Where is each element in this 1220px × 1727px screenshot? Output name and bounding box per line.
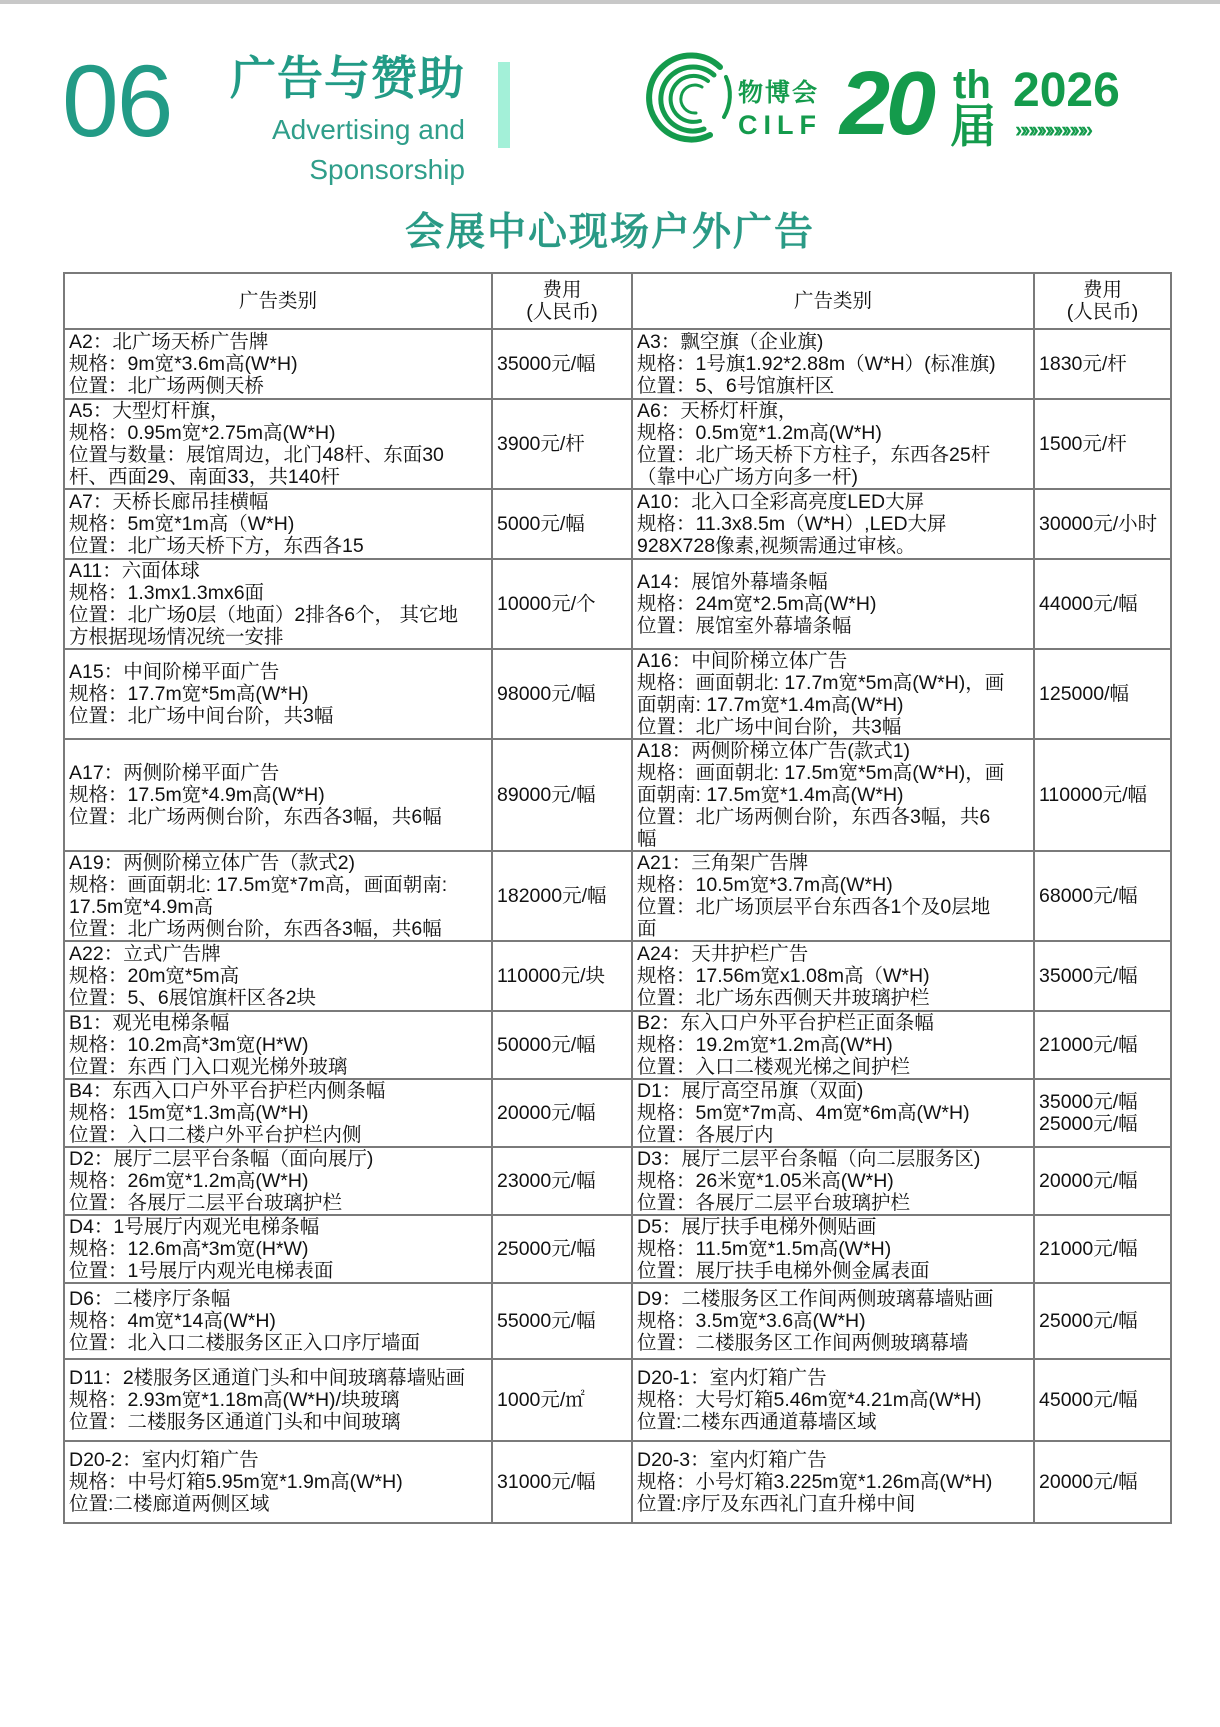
ad-item-detail: 位置:二楼东西通道幕墙区域 xyxy=(637,1411,877,1433)
ad-price-right: 20000元/幅 xyxy=(1034,1147,1171,1215)
ad-item-title: B4：东西入口户外平台护栏内侧条幅 xyxy=(69,1080,386,1102)
ad-item-detail: 规格：12.6m高*3m宽(H*W) xyxy=(69,1238,309,1260)
ad-item-title: A10：北入口全彩高亮度LED大屏 xyxy=(637,491,925,513)
ad-item-detail: 规格：17.5m宽*4.9m高(W*H) xyxy=(69,784,325,806)
ad-description-right xyxy=(632,1147,1034,1215)
ad-item-detail: 位置：1号展厅内观光电梯表面 xyxy=(69,1260,334,1282)
ad-price-left: 182000元/幅 xyxy=(492,851,632,941)
ad-description-left xyxy=(64,559,492,649)
ad-price-right: 44000元/幅 xyxy=(1034,559,1171,649)
section-number: 06 xyxy=(62,44,172,158)
ad-description-left xyxy=(64,329,492,399)
ad-price-left: 20000元/幅 xyxy=(492,1079,632,1147)
ad-description-left xyxy=(64,1079,492,1147)
ad-item-detail: 规格：9m宽*3.6m高(W*H) xyxy=(69,353,298,375)
ad-item-title: A17：两侧阶梯平面广告 xyxy=(69,762,280,784)
table-row xyxy=(64,1359,1171,1441)
ad-item-title: A19：两侧阶梯立体广告（款式2) xyxy=(69,852,356,874)
ad-item-detail: 规格：5m宽*7m高、4m宽*6m高(W*H) xyxy=(637,1102,970,1124)
ad-description-left xyxy=(64,941,492,1011)
ad-item-detail: 位置：各展厅二层平台玻璃护栏 xyxy=(637,1192,911,1214)
ad-item-title: A16：中间阶梯立体广告 xyxy=(637,650,848,672)
ad-item-detail: 杆、西面29、南面33，共140杆 xyxy=(69,466,340,488)
ad-price-right: 20000元/幅 xyxy=(1034,1441,1171,1523)
ad-price-left: 50000元/幅 xyxy=(492,1011,632,1079)
section-title-cn: 广告与赞助 xyxy=(230,52,465,104)
ad-price-left: 10000元/个 xyxy=(492,559,632,649)
ad-item-detail: 规格：11.5m宽*1.5m高(W*H) xyxy=(637,1238,892,1260)
ad-item-title: A5：大型灯杆旗， xyxy=(69,400,230,422)
ad-description-right xyxy=(632,1359,1034,1441)
ad-item-detail: 位置：北广场中间台阶，共3幅 xyxy=(69,705,334,727)
ad-item-detail: 位置：入口二楼观光梯之间护栏 xyxy=(637,1056,911,1078)
ad-price-left: 55000元/幅 xyxy=(492,1283,632,1359)
ad-item-detail: 规格：1号旗1.92*2.88m（W*H）(标准旗) xyxy=(637,353,996,375)
ad-item-detail: 规格：19.2m宽*1.2m高(W*H) xyxy=(637,1034,893,1056)
ad-item-detail: 规格：2.93m宽*1.18m高(W*H)/块玻璃 xyxy=(69,1389,400,1411)
ad-item-title: A21：三角架广告牌 xyxy=(637,852,809,874)
ad-item-detail: 面朝南: 17.5m宽*1.4m高(W*H) xyxy=(637,784,904,806)
ad-item-title: A11：六面体球 xyxy=(69,560,200,582)
header-category-left: 广告类别 xyxy=(64,273,492,329)
ad-item-detail: 位置：各展厅内 xyxy=(637,1124,774,1146)
ad-item-detail: 位置:序厅及东西礼门直升梯中间 xyxy=(637,1493,916,1515)
ad-item-title: A15：中间阶梯平面广告 xyxy=(69,661,280,683)
logo-edition-number: 20 xyxy=(840,54,933,154)
ad-item-title: A7：天桥长廊吊挂横幅 xyxy=(69,491,269,513)
ad-item-detail: 位置：各展厅二层平台玻璃护栏 xyxy=(69,1192,343,1214)
logo-name-en: CILF xyxy=(738,110,822,140)
ad-item-title: B1：观光电梯条幅 xyxy=(69,1012,230,1034)
section-title-en-line2: Sponsorship xyxy=(309,154,465,185)
ad-item-detail: 位置：北广场中间台阶，共3幅 xyxy=(637,716,902,738)
header-fee-left xyxy=(492,273,632,329)
ad-price-right: 21000元/幅 xyxy=(1034,1215,1171,1283)
ad-price-left: 35000元/幅 xyxy=(492,329,632,399)
header-fee-line2: (人民币) xyxy=(1066,301,1139,323)
ad-price-right: 30000元/小时 xyxy=(1034,489,1171,559)
ad-description-left xyxy=(64,1147,492,1215)
cilf-logo xyxy=(640,45,1140,155)
header-category-right: 广告类别 xyxy=(632,273,1034,329)
ad-item-detail: 规格：画面朝北: 17.7m宽*5m高(W*H)，画 xyxy=(637,672,1005,694)
table-row xyxy=(64,1147,1171,1215)
ad-item-title: A2：北广场天桥广告牌 xyxy=(69,331,269,353)
ad-item-detail: 规格：画面朝北: 17.5m宽*5m高(W*H)，画 xyxy=(637,762,1005,784)
ad-item-detail: 规格：中号灯箱5.95m宽*1.9m高(W*H) xyxy=(69,1471,403,1493)
ad-description-right xyxy=(632,649,1034,739)
table-row xyxy=(64,649,1171,739)
ad-price-right: 68000元/幅 xyxy=(1034,851,1171,941)
ad-description-right xyxy=(632,1215,1034,1283)
ad-item-detail: 位置:二楼廊道两侧区域 xyxy=(69,1493,270,1515)
accent-bar xyxy=(498,62,510,148)
ad-description-left xyxy=(64,851,492,941)
ad-item-title: D3：展厅二层平台条幅（向二层服务区) xyxy=(637,1148,981,1170)
ad-item-detail: 位置：东西 门入口观光梯外玻璃 xyxy=(69,1056,348,1078)
ad-description-right xyxy=(632,1441,1034,1523)
ad-item-detail: 位置：北广场东西侧天井玻璃护栏 xyxy=(637,987,930,1009)
header-fee-right xyxy=(1034,273,1171,329)
ad-item-detail: 规格：15m宽*1.3m高(W*H) xyxy=(69,1102,309,1124)
ad-item-detail: 928X728像素,视频需通过审核。 xyxy=(637,535,916,557)
ad-item-detail: 规格：17.7m宽*5m高(W*H) xyxy=(69,683,309,705)
ad-item-detail: 幅 xyxy=(637,828,657,850)
ad-item-detail: 规格：11.3x8.5m（W*H）,LED大屏 xyxy=(637,513,947,535)
ad-item-detail: 规格：1.3mx1.3mx6面 xyxy=(69,582,265,604)
ad-item-title: D20-1：室内灯箱广告 xyxy=(637,1367,827,1389)
ad-description-left xyxy=(64,1359,492,1441)
advertising-price-table xyxy=(63,272,1172,1524)
ad-price-left: 5000元/幅 xyxy=(492,489,632,559)
ad-description-right xyxy=(632,1283,1034,1359)
ad-item-detail: 位置：北广场两侧台阶，东西各3幅，共6 xyxy=(637,806,991,828)
ad-item-detail: 面朝南: 17.7m宽*1.4m高(W*H) xyxy=(637,694,904,716)
table-row xyxy=(64,1283,1171,1359)
ad-description-right xyxy=(632,329,1034,399)
ad-item-detail: 位置：北广场两侧天桥 xyxy=(69,375,265,397)
ad-item-detail: 位置：二楼服务区通道门头和中间玻璃 xyxy=(69,1411,401,1433)
ad-item-detail: 规格：10.5m宽*3.7m高(W*H) xyxy=(637,874,893,896)
ad-price-left: 3900元/杆 xyxy=(492,399,632,489)
table-row xyxy=(64,1215,1171,1283)
ad-description-right xyxy=(632,941,1034,1011)
table-row xyxy=(64,1011,1171,1079)
ad-price-right: 1500元/杆 xyxy=(1034,399,1171,489)
ad-item-detail: 规格：5m宽*1m高（W*H) xyxy=(69,513,295,535)
table-header-row xyxy=(64,273,1171,329)
ad-description-right xyxy=(632,739,1034,851)
ad-item-detail: （靠中心广场方向多一杆) xyxy=(637,466,858,488)
table-row xyxy=(64,489,1171,559)
table-row xyxy=(64,851,1171,941)
ad-item-detail: 位置：展馆室外幕墙条幅 xyxy=(637,615,852,637)
ad-item-title: A24：天井护栏广告 xyxy=(637,943,809,965)
ad-description-left xyxy=(64,1283,492,1359)
ad-item-detail: 位置：北广场顶层平台东西各1个及0层地 xyxy=(637,896,991,918)
ad-price-left: 110000元/块 xyxy=(492,941,632,1011)
table-row xyxy=(64,1441,1171,1523)
ad-item-title: D1：展厅高空吊旗（双面) xyxy=(637,1080,864,1102)
ad-item-detail: 规格：20m宽*5m高 xyxy=(69,965,240,987)
ad-description-right xyxy=(632,559,1034,649)
ad-item-detail: 规格：小号灯箱3.225m宽*1.26m高(W*H) xyxy=(637,1471,993,1493)
ad-description-left xyxy=(64,1215,492,1283)
ad-item-detail: 规格：17.56m宽x1.08m高（W*H) xyxy=(637,965,930,987)
ad-price-left: 89000元/幅 xyxy=(492,739,632,851)
ad-item-detail: 位置：5、6展馆旗杆区各2块 xyxy=(69,987,317,1009)
ad-item-detail: 规格：24m宽*2.5m高(W*H) xyxy=(637,593,877,615)
ad-description-left xyxy=(64,1441,492,1523)
ad-item-detail: 位置与数量：展馆周边，北门48杆、东面30 xyxy=(69,444,444,466)
ad-price-right: 110000元/幅 xyxy=(1034,739,1171,851)
ad-price-right: 21000元/幅 xyxy=(1034,1011,1171,1079)
ad-price-right: 25000元/幅 xyxy=(1034,1283,1171,1359)
table-row xyxy=(64,329,1171,399)
ad-item-title: B2：东入口户外平台护栏正面条幅 xyxy=(637,1012,934,1034)
ad-price-right: 125000/幅 xyxy=(1034,649,1171,739)
ad-price-left: 23000元/幅 xyxy=(492,1147,632,1215)
header-fee-line2: (人民币) xyxy=(526,301,598,323)
ad-item-detail: 规格：画面朝北: 17.5m宽*7m高，画面朝南: xyxy=(69,874,448,896)
ad-item-detail: 面 xyxy=(637,918,657,940)
ad-description-right xyxy=(632,489,1034,559)
ad-price-left: 31000元/幅 xyxy=(492,1441,632,1523)
ad-item-detail: 位置：北广场两侧台阶，东西各3幅，共6幅 xyxy=(69,806,442,828)
ad-item-detail: 位置：北入口二楼服务区正入口序厅墙面 xyxy=(69,1332,421,1354)
ad-price-left: 98000元/幅 xyxy=(492,649,632,739)
ad-item-detail: 规格：26m宽*1.2m高(W*H) xyxy=(69,1170,309,1192)
section-title-en xyxy=(230,110,465,190)
ad-item-detail: 规格：26米宽*1.05米高(W*H) xyxy=(637,1170,894,1192)
header-fee-line1: 费用 xyxy=(542,279,582,301)
ad-item-title: A6：天桥灯杆旗， xyxy=(637,400,798,422)
ad-description-left xyxy=(64,739,492,851)
ad-item-title: D2：展厅二层平台条幅（面向展厅) xyxy=(69,1148,374,1170)
ad-price-left: 1000元/㎡ xyxy=(492,1359,632,1441)
ad-item-detail: 位置：展厅扶手电梯外侧金属表面 xyxy=(637,1260,930,1282)
ad-item-detail: 规格：4m宽*14高(W*H) xyxy=(69,1310,276,1332)
section-title-en-line1: Advertising and xyxy=(271,114,465,145)
ad-item-detail: 17.5m宽*4.9m高 xyxy=(69,896,214,918)
ad-item-title: D6：二楼序厅条幅 xyxy=(69,1288,231,1310)
ad-item-detail: 位置：二楼服务区工作间两侧玻璃幕墙 xyxy=(637,1332,969,1354)
top-divider-strip xyxy=(0,0,1220,4)
ad-item-detail: 位置：北广场0层（地面）2排各6个， 其它地 xyxy=(69,604,458,626)
ad-item-title: A18：两侧阶梯立体广告(款式1) xyxy=(637,740,911,762)
ad-item-detail: 规格：大号灯箱5.46m宽*4.21m高(W*H) xyxy=(637,1389,982,1411)
cilf-rings-icon xyxy=(640,47,740,147)
ad-item-detail: 位置：入口二楼户外平台护栏内侧 xyxy=(69,1124,362,1146)
ad-description-right xyxy=(632,1011,1034,1079)
ad-item-detail: 位置：北广场两侧台阶，东西各3幅，共6幅 xyxy=(69,918,442,940)
table-row xyxy=(64,739,1171,851)
ad-item-title: A3：飘空旗（企业旗) xyxy=(637,331,824,353)
table-row xyxy=(64,1079,1171,1147)
ad-item-title: D20-3：室内灯箱广告 xyxy=(637,1449,827,1471)
ad-item-detail: 位置：北广场天桥下方柱子，东西各25杆 xyxy=(637,444,991,466)
ad-item-title: D9：二楼服务区工作间两侧玻璃幕墙贴画 xyxy=(637,1288,994,1310)
ad-description-left xyxy=(64,489,492,559)
ad-description-right xyxy=(632,851,1034,941)
ad-item-title: A14：展馆外幕墙条幅 xyxy=(637,571,828,593)
ad-price-right: 45000元/幅 xyxy=(1034,1359,1171,1441)
table-row xyxy=(64,399,1171,489)
ad-item-title: D11：2楼服务区通道门头和中间玻璃幕墙贴画 xyxy=(69,1367,466,1389)
ad-item-detail: 规格：10.2m高*3m宽(H*W) xyxy=(69,1034,309,1056)
logo-name-cn: 物博会 xyxy=(738,79,820,107)
ad-item-detail: 位置：5、6号馆旗杆区 xyxy=(637,375,835,397)
ad-item-detail: 方根据现场情况统一安排 xyxy=(69,626,284,648)
ad-price-left: 25000元/幅 xyxy=(492,1215,632,1283)
header-fee-line1: 费用 xyxy=(1082,279,1122,301)
chevrons-icon: »»»»»»»»» xyxy=(1015,117,1090,142)
ad-item-title: D5：展厅扶手电梯外侧贴画 xyxy=(637,1216,877,1238)
logo-edition-char: 届 xyxy=(950,100,996,152)
ad-description-left xyxy=(64,649,492,739)
table-row xyxy=(64,559,1171,649)
ad-item-title: D20-2：室内灯箱广告 xyxy=(69,1449,259,1471)
ad-price-right: 1830元/杆 xyxy=(1034,329,1171,399)
ad-item-detail: 规格：3.5m宽*3.6高(W*H) xyxy=(637,1310,866,1332)
table-row xyxy=(64,941,1171,1011)
logo-edition-suffix: th xyxy=(953,63,991,107)
ad-item-detail: 规格：0.5m宽*1.2m高(W*H) xyxy=(637,422,882,444)
ad-item-title: D4：1号展厅内观光电梯条幅 xyxy=(69,1216,320,1238)
ad-description-left xyxy=(64,1011,492,1079)
ad-description-left xyxy=(64,399,492,489)
ad-description-right xyxy=(632,1079,1034,1147)
ad-price-right: 35000元/幅 xyxy=(1034,941,1171,1011)
ad-description-right xyxy=(632,399,1034,489)
ad-item-detail: 规格：0.95m宽*2.75m高(W*H) xyxy=(69,422,336,444)
logo-year: 2026 xyxy=(1013,64,1120,117)
page-heading: 会展中心现场户外广告 xyxy=(404,211,815,254)
ad-price-right: 35000元/幅 25000元/幅 xyxy=(1034,1079,1171,1147)
ad-item-detail: 位置：北广场天桥下方，东西各15 xyxy=(69,535,364,557)
table-body xyxy=(64,329,1171,1523)
ad-item-title: A22：立式广告牌 xyxy=(69,943,221,965)
